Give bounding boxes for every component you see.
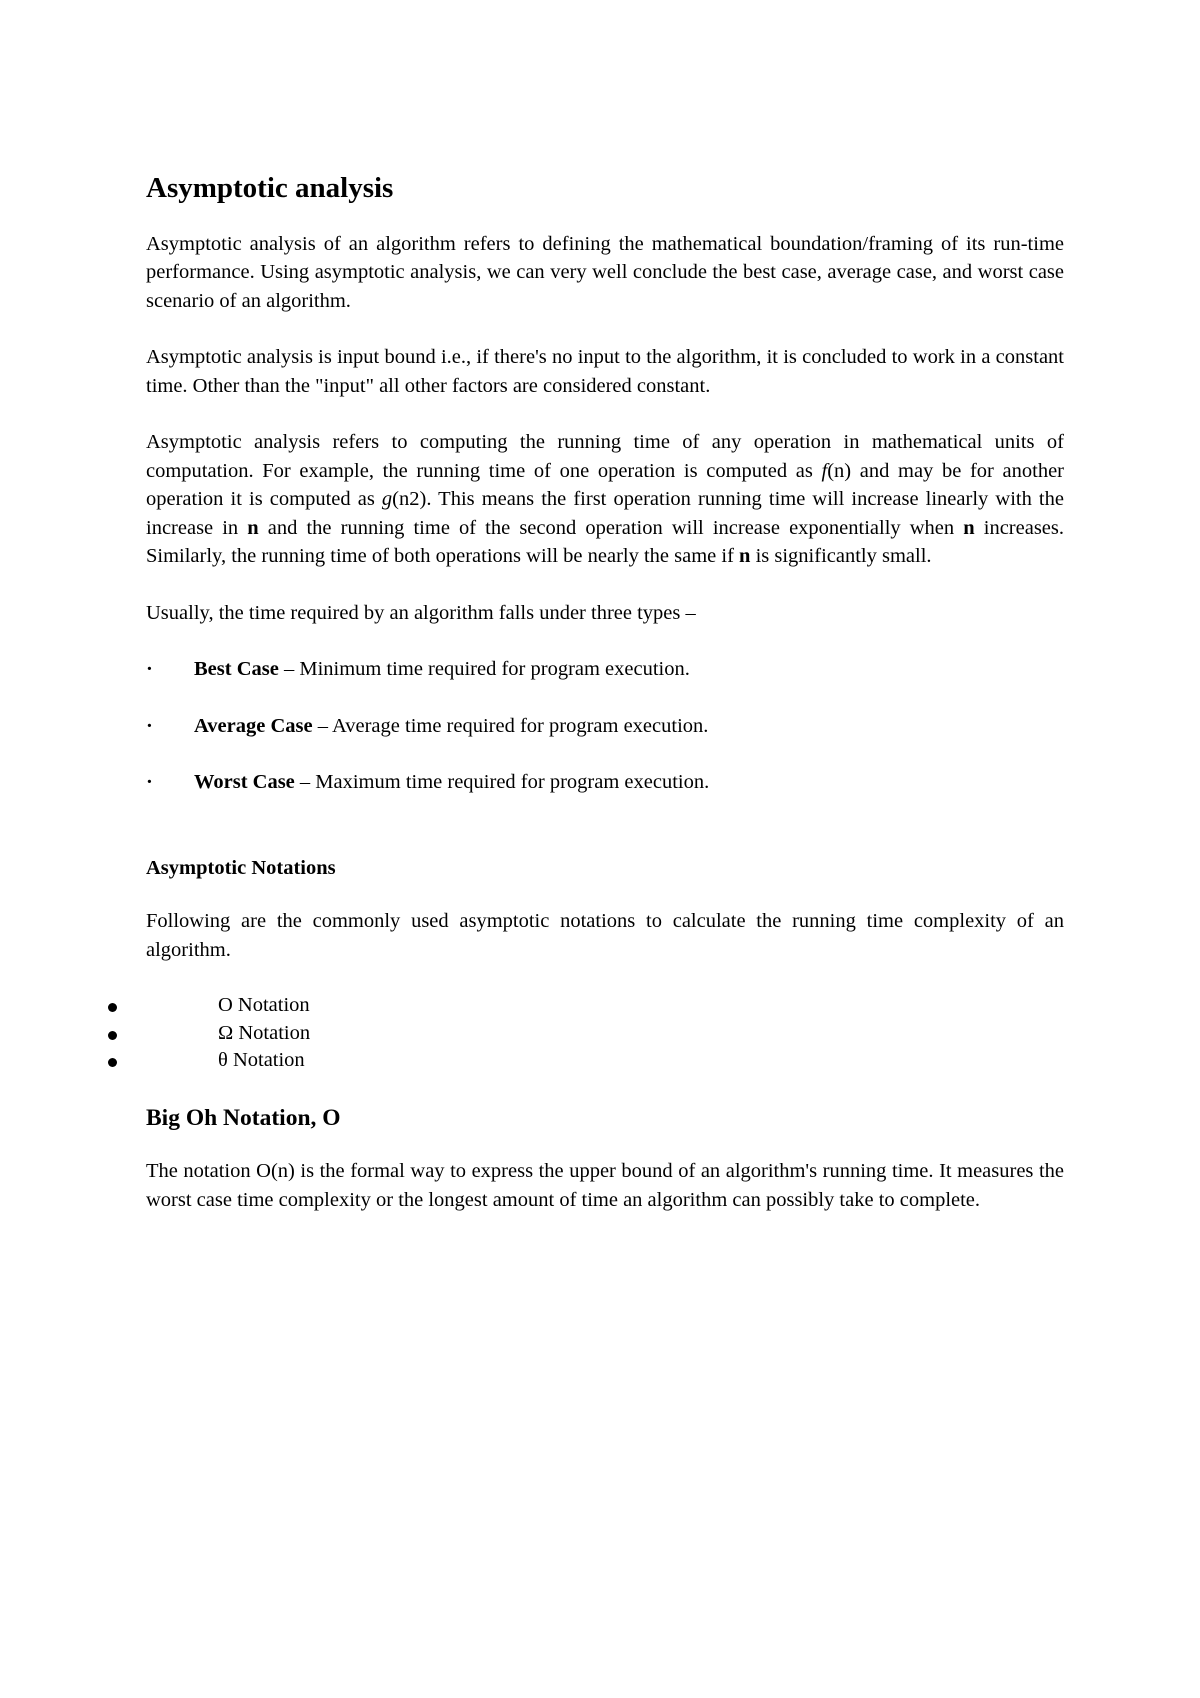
document-content: [146, 170, 1064, 1242]
big-oh-paragraph: The notation Ο(n) is the formal way to express the upper bound of an algorithm's running time. It measures the worst case time complexity or the longest amount of time an algorithm can possibly take to complete.: [146, 1160, 1064, 1211]
notation-list: [108, 992, 1064, 1075]
text-run: Asymptotic analysis refers to computing the running time of any operation in mathematical units of computation. For example, the running time of one operation is computed as: [146, 431, 1064, 482]
list-item: [146, 712, 1064, 741]
page-title: Asymptotic analysis: [146, 172, 394, 204]
bullet-icon: ·: [146, 658, 153, 681]
list-item: [108, 1047, 1064, 1075]
list-item: [108, 1020, 1064, 1048]
intro-paragraph: Asymptotic analysis of an algorithm refers to defining the mathematical boundation/framing of its run-time performance. Using asymptotic analysis, we can very well conclude the best case, average case, and worst case scenario of an algorithm.: [146, 232, 1064, 312]
text-run: and the running time of the second operation will increase exponentially when: [258, 516, 964, 539]
case-name: Best Case: [194, 658, 279, 681]
bullet-icon: [108, 1003, 117, 1012]
case-description: – Maximum time required for program execution.: [294, 771, 710, 794]
function-f: f: [821, 459, 828, 482]
types-intro-paragraph: Usually, the time required by an algorithm falls under three types –: [146, 601, 696, 624]
bullet-icon: ·: [146, 714, 153, 737]
case-name: Average Case: [194, 714, 313, 737]
list-item: [146, 655, 1064, 684]
notation-label: Ω Notation: [218, 1021, 311, 1044]
input-bound-paragraph: Asymptotic analysis is input bound i.e., if there's no input to the algorithm, it is concluded to work in a constant time. Other than the "input" all other factors are considered constant.: [146, 346, 1064, 397]
text-run: (n2). This means the first operation running time will increase linearly with the increase in: [146, 488, 1064, 539]
bullet-icon: ·: [146, 771, 153, 794]
bullet-icon: [108, 1031, 117, 1040]
variable-n: n: [963, 516, 975, 539]
case-description: – Average time required for program execution.: [312, 714, 709, 737]
notations-intro-paragraph: Following are the commonly used asymptotic notations to calculate the running time complexity of an algorithm.: [146, 910, 1064, 961]
list-item: [146, 768, 1064, 797]
variable-n: n: [739, 545, 751, 568]
case-description: – Minimum time required for program execution.: [278, 658, 690, 681]
text-run: (n) and may be for another operation it is computed as: [146, 459, 1064, 511]
running-time-paragraph: [146, 428, 1064, 571]
text-run: increases. Similarly, the running time of both operations will be nearly the same if: [146, 516, 1064, 568]
notation-label: θ Notation: [218, 1049, 305, 1072]
text-run: is significantly small.: [750, 545, 932, 568]
list-item: [108, 992, 1064, 1020]
big-oh-heading: Big Oh Notation, Ο: [146, 1104, 341, 1131]
case-name: Worst Case: [194, 771, 295, 794]
bullet-icon: [108, 1058, 117, 1067]
case-list: [146, 655, 1064, 797]
function-g: g: [381, 488, 393, 511]
notation-label: Ο Notation: [218, 994, 310, 1017]
variable-n: n: [247, 516, 259, 539]
notations-heading: Asymptotic Notations: [146, 856, 336, 879]
